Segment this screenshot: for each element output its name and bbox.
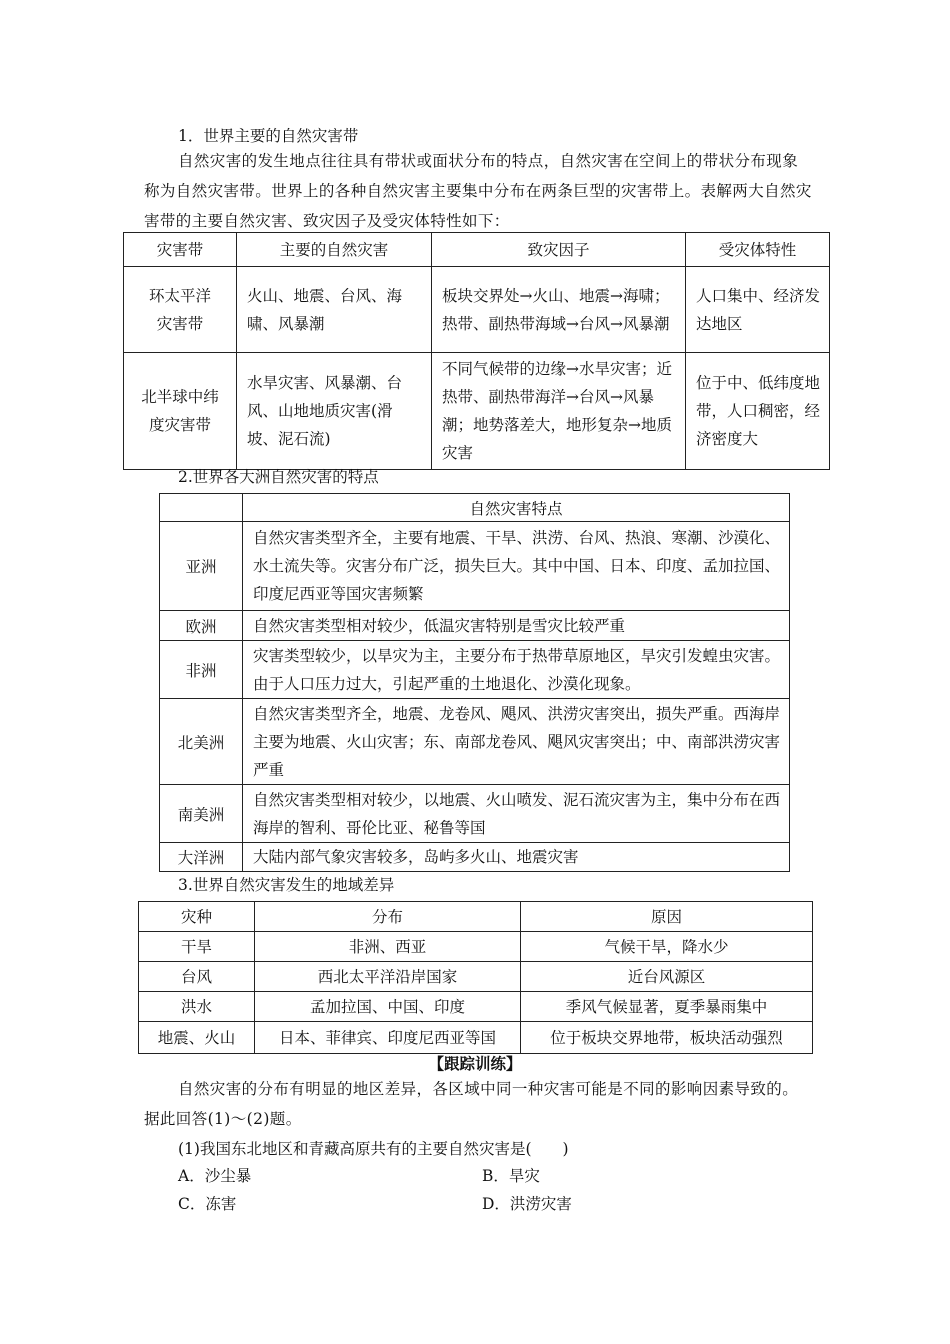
option-c: C．冻害 [178,1195,237,1213]
table-cell: 自然灾害类型相对较少，低温灾害特别是雪灾比较严重 [253,616,626,635]
disaster-belt-table [123,232,830,470]
table-cell: 位于中、低纬度地带，人口稠密，经济密度大 [696,374,821,448]
table-cell: 台风 [139,962,255,992]
table-cell: 灾害类型较少，以旱灾为主，主要分布于热带草原地区，旱灾引发蝗虫灾害。由于人口压力过大，引起严重的土地退化、沙漠化现象。 [253,646,781,693]
table-header-cell: 原因 [521,902,813,932]
section1-title: 1．世界主要的自然灾害带 [178,127,359,145]
table-row [139,932,813,962]
table-cell: 人口集中、经济发达地区 [696,286,821,333]
option-b: B．旱灾 [482,1167,540,1185]
table-header-row [139,902,813,932]
table-row [139,992,813,1022]
table-row [160,699,790,785]
table-cell: 孟加拉国、中国、印度 [255,992,521,1022]
table-header-cell: 自然灾害特点 [243,494,790,522]
table-cell: 不同气候带的边缘→水旱灾害；近热带、副热带海洋→台风→风暴潮；地势落差大，地形复杂→地质灾害 [442,360,672,462]
regional-difference-table [138,901,813,1054]
table-header-cell: 受灾体特性 [686,233,830,267]
table-row [139,962,813,992]
table-cell: 自然灾害类型相对较少，以地震、火山喷发、泥石流灾害为主，集中分布在西海岸的智利、哥伦比亚、秘鲁等国 [253,790,781,837]
table-header-row [124,233,830,267]
table-header-cell: 灾种 [139,902,255,932]
table-cell: 火山、地震、台风、海啸、风暴潮 [247,286,403,333]
table-cell: 欧洲 [160,611,243,641]
table-cell: 位于板块交界地带，板块活动强烈 [521,1022,813,1054]
table-cell: 大陆内部气象灾害较多，岛屿多火山、地震灾害 [253,848,579,866]
table-cell: 洪水 [139,992,255,1022]
table-cell: 自然灾害类型齐全，主要有地震、干旱、洪涝、台风、热浪、寒潮、沙漠化、水土流失等。灾害分布广泛，损失巨大。其中中国、日本、印度、孟加拉国、印度尼西亚等国灾害频繁 [253,529,781,603]
section2-title: 2.世界各大洲自然灾害的特点 [178,468,379,486]
table-header-row [160,494,790,522]
table-cell: 环太平洋灾害带 [148,286,211,333]
table-header-cell: 灾害带 [124,233,237,267]
table-cell: 亚洲 [160,522,243,611]
continent-disaster-table [159,493,790,872]
table-cell: 自然灾害类型齐全，地震、龙卷风、飓风、洪涝灾害突出，损失严重。西海岸主要为地震、火山灾害；东、南部龙卷风、飓风灾害突出；中、南部洪涝灾害严重 [253,704,781,779]
table-cell: 干旱 [139,932,255,962]
table-cell: 非洲、西亚 [255,932,521,962]
table-header-cell: 主要的自然灾害 [237,233,432,267]
practice-heading: 【跟踪训练】 [428,1054,522,1073]
section1-intro: 自然灾害的发生地点往往具有带状或面状分布的特点，自然灾害在空间上的带状分布现象称为自然灾害带。世界上的各种自然灾害主要集中分布在两条巨型的灾害带上。表解两大自然灾害带的主要自然灾害、致灾因子及受灾体特性如下： [144,152,812,230]
table-cell: 季风气候显著，夏季暴雨集中 [521,992,813,1022]
section3-title: 3.世界自然灾害发生的地域差异 [178,876,395,894]
table-cell: 日本、菲律宾、印度尼西亚等国 [255,1022,521,1054]
practice-intro: 自然灾害的分布有明显的地区差异，各区域中同一种灾害可能是不同的影响因素导致的。据此回答(1)～(2)题。 [144,1080,799,1128]
table-row [160,785,790,843]
table-cell: 地震、火山 [139,1022,255,1054]
table-header-cell: 分布 [255,902,521,932]
table-cell: 大洋洲 [160,843,243,872]
table-cell: 板块交界处→火山、地震→海啸；热带、副热带海域→台风→风暴潮 [442,286,670,333]
table-cell: 水旱灾害、风暴潮、台风、山地地质灾害(滑坡、泥石流) [247,374,403,448]
table-row [160,522,790,611]
table-row [124,267,830,353]
table-row [160,843,790,872]
table-cell: 西北太平洋沿岸国家 [255,962,521,992]
option-a: A．沙尘暴 [178,1167,252,1185]
table-cell: 北半球中纬度灾害带 [141,388,219,434]
table-row [124,353,830,470]
table-cell: 南美洲 [160,785,243,843]
table-row [160,641,790,699]
table-cell: 近台风源区 [521,962,813,992]
table-row [160,611,790,641]
table-cell: 北美洲 [160,699,243,785]
table-header-cell: 致灾因子 [432,233,686,267]
table-cell: 非洲 [160,641,243,699]
table-cell: 气候干旱，降水少 [521,932,813,962]
option-d: D．洪涝灾害 [482,1195,572,1213]
table-row [139,1022,813,1054]
question-text: (1)我国东北地区和青藏高原共有的主要自然灾害是( ) [178,1140,569,1158]
